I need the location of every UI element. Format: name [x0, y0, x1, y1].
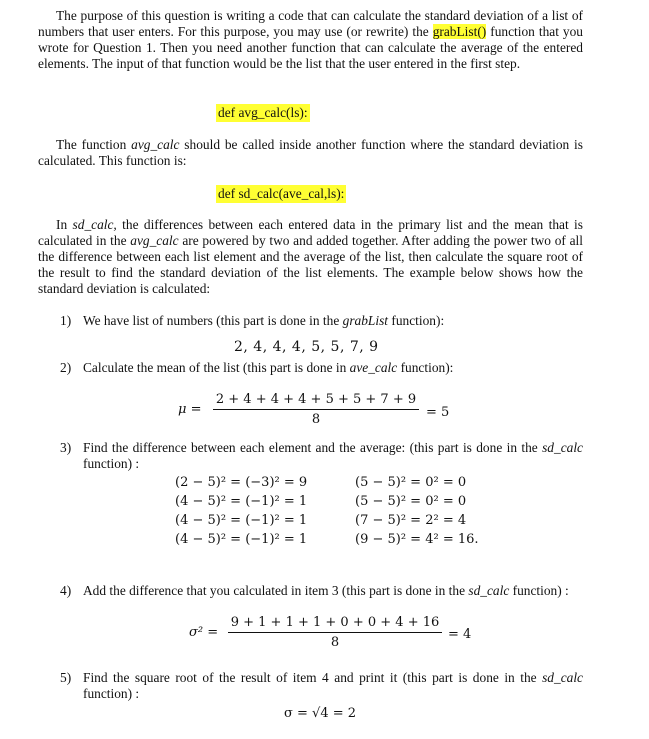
mean-result: = 5: [426, 405, 450, 420]
diff-right-2: (5 − 5)² = 0² = 0: [355, 494, 467, 509]
variance-numerator: 9 + 1 + 1 + 1 + 0 + 0 + 4 + 16: [230, 615, 440, 630]
mean-numerator: 2 + 4 + 4 + 4 + 5 + 5 + 7 + 9: [215, 392, 417, 407]
diff-right-3: (7 − 5)² = 2² = 4: [355, 513, 467, 528]
sd-calc-paragraph: In sd_calc, the differences between each entered data in the primary list and the mean that is calculated in the avg_calc are powered by two and added together. After adding the power two of all the difference between each list element and the average of the list, then calculate the square root of the result to find the standard deviation of the list elements. The example below shows how the standard deviation is calculated:: [38, 217, 583, 296]
code-avg-calc: def avg_calc(ls):: [218, 105, 308, 120]
diff-left-2: (4 − 5)² = (−1)² = 1: [175, 494, 308, 509]
diff-left-1: (2 − 5)² = (−3)² = 9: [175, 475, 308, 490]
diff-left-4: (4 − 5)² = (−1)² = 1: [175, 532, 308, 547]
diff-left-3: (4 − 5)² = (−1)² = 1: [175, 513, 308, 528]
variance-fraction: [228, 615, 442, 650]
mean-symbol: μ =: [178, 402, 202, 417]
list-item: 5) Find the square root of the result of item 4 and print it (this part is done in the sd_calc function) :: [60, 670, 583, 701]
code-sd-calc: def sd_calc(ave_cal,ls):: [218, 186, 345, 201]
list-item: 4) Add the difference that you calculated in item 3 (this part is done in the sd_calc function) :: [60, 583, 569, 598]
list-item: 2) Calculate the mean of the list (this part is done in ave_calc function):: [60, 360, 454, 375]
list-item: 3) Find the difference between each element and the average: (this part is done in the sd_calc function) :: [60, 440, 583, 471]
grablist-highlight: grabList(): [432, 24, 487, 39]
mean-fraction: [213, 392, 419, 427]
intro-paragraph: The purpose of this question is writing a code that can calculate the standard deviation of a list of numbers that user enters. For this purpose, you may use (or rewrite) the grabList() function that you wrote for Question 1. Then you need another function that can calculate the average of the entered elements. The input of that function would be the list that the user entered in the first step.: [38, 8, 584, 71]
diff-right-1: (5 − 5)² = 0² = 0: [355, 475, 467, 490]
mean-denominator: 8: [311, 412, 321, 427]
variance-result: = 4: [448, 627, 472, 642]
variance-symbol: σ² =: [189, 625, 219, 640]
variance-denominator: 8: [330, 635, 340, 650]
sd-formula: σ = √4 = 2: [284, 706, 357, 721]
list-item: 1) We have list of numbers (this part is done in the grabList function):: [60, 313, 445, 328]
number-list: 2, 4, 4, 4, 5, 5, 7, 9: [234, 339, 379, 355]
avg-calc-paragraph: The function avg_calc should be called inside another function where the standard deviation is calculated. This function is:: [38, 137, 583, 168]
diff-right-4: (9 − 5)² = 4² = 16.: [355, 532, 479, 547]
